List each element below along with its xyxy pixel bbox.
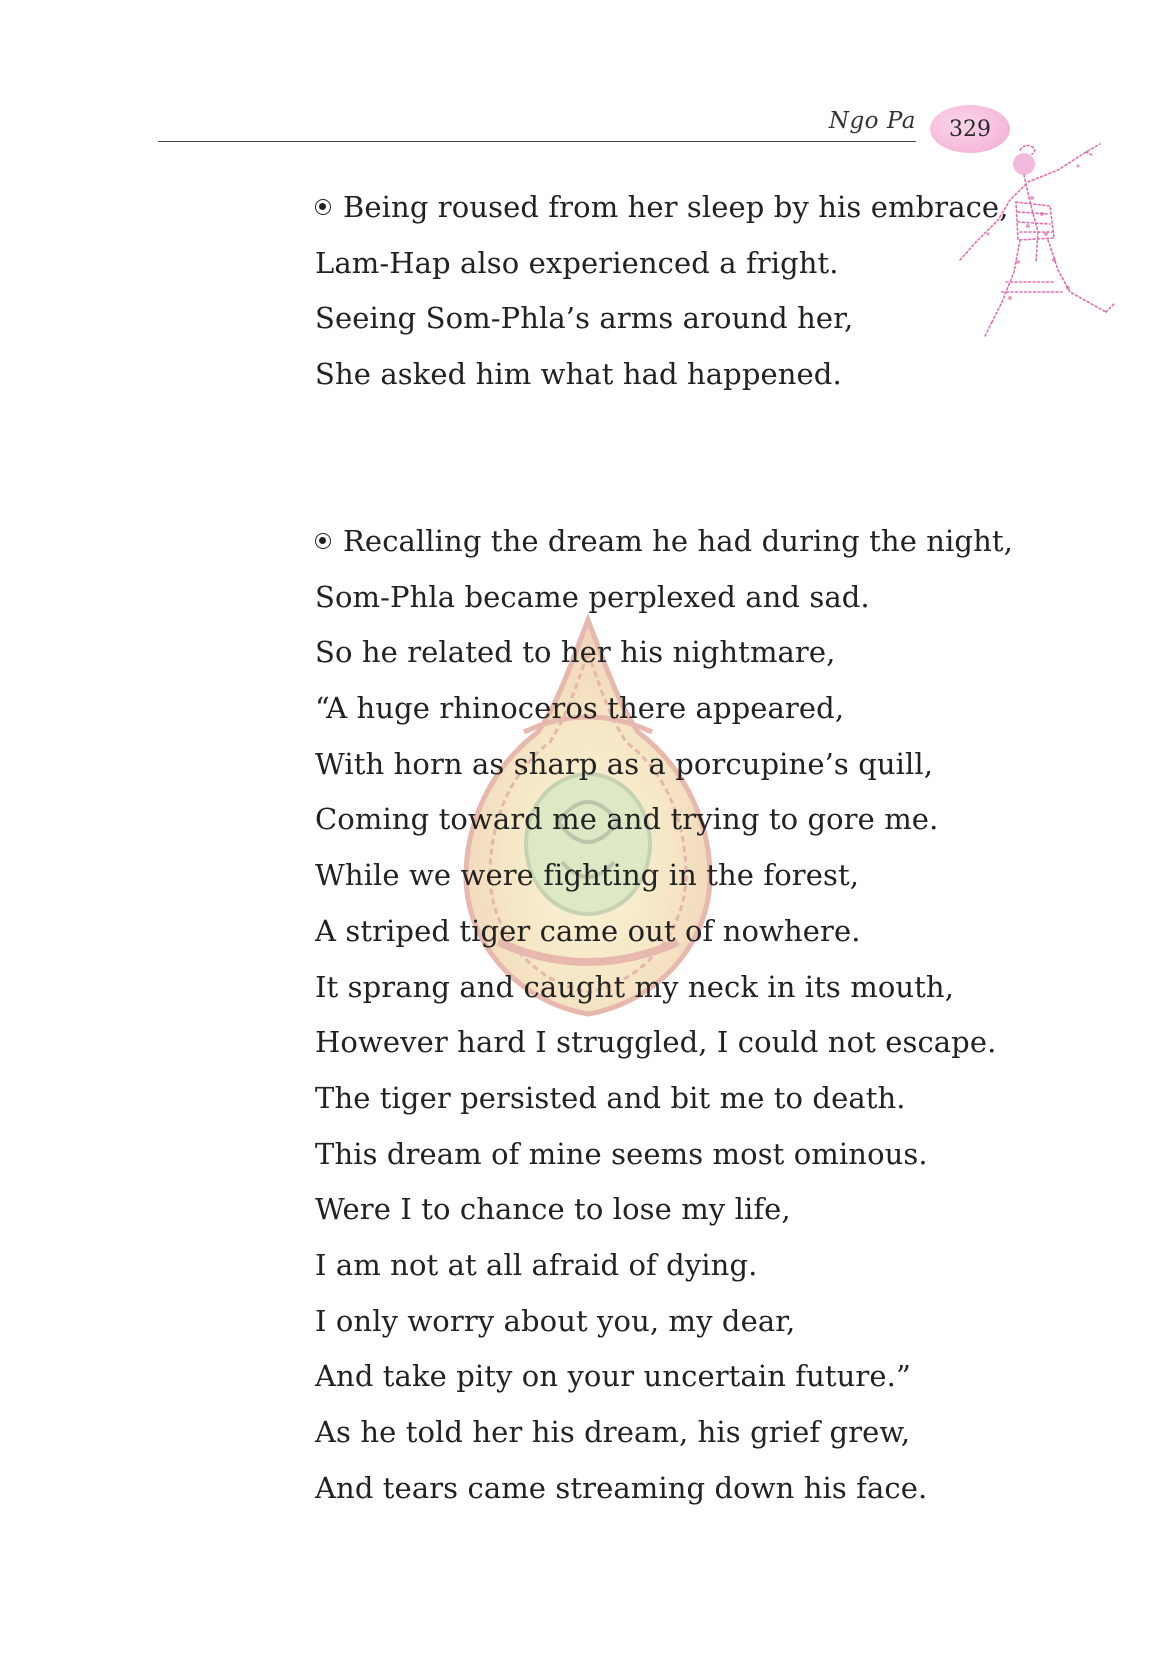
verse-line: So he related to her his nightmare, xyxy=(315,635,836,670)
verse-line: Coming toward me and trying to gore me. xyxy=(315,802,939,837)
verse-line: Som-Phla became perplexed and sad. xyxy=(315,579,870,614)
verse-line: Seeing Som-Phla’s arms around her, xyxy=(315,301,854,336)
verse-line: And take pity on your uncertain future.” xyxy=(315,1359,911,1394)
verse-line: A striped tiger came out of nowhere. xyxy=(315,913,861,948)
verse-line: As he told her his dream, his grief grew, xyxy=(315,1415,911,1449)
page-number: 329 xyxy=(949,116,991,142)
verse-line: And tears came streaming down his face. xyxy=(315,1470,928,1505)
verse-line: She asked him what had happened. xyxy=(315,357,842,392)
verse-line: However hard I struggled, I could not escape. xyxy=(315,1025,997,1060)
verse-line-text: Being roused from her sleep by his embrace, xyxy=(343,190,1009,224)
verse-line: The tiger persisted and bit me to death. xyxy=(315,1080,906,1115)
verse-line: It sprang and caught my neck in its mouth, xyxy=(315,969,955,1004)
running-head: Ngo Pa xyxy=(828,108,916,134)
verse-line: “A huge rhinoceros there appeared, xyxy=(315,691,845,726)
stanza xyxy=(315,514,1013,1516)
verse-line: I only worry about you, my dear, xyxy=(315,1303,796,1338)
fisheye-bullet-icon xyxy=(315,199,331,215)
stanza xyxy=(315,180,1009,403)
verse-line: I am not at all afraid of dying. xyxy=(315,1247,758,1282)
verse-line xyxy=(315,180,1009,236)
header-rule xyxy=(158,141,916,142)
verse-line: Were I to chance to lose my life, xyxy=(315,1192,791,1227)
verse-line xyxy=(315,514,1013,570)
verse-line: With horn as sharp as a porcupine’s quill, xyxy=(315,746,934,781)
verse-line-text: Recalling the dream he had during the night, xyxy=(343,524,1013,558)
verse-line: While we were fighting in the forest, xyxy=(315,858,860,893)
fisheye-bullet-icon xyxy=(315,533,331,549)
verse-line: Lam-Hap also experienced a fright. xyxy=(315,245,839,280)
verse-line: This dream of mine seems most ominous. xyxy=(315,1136,928,1171)
